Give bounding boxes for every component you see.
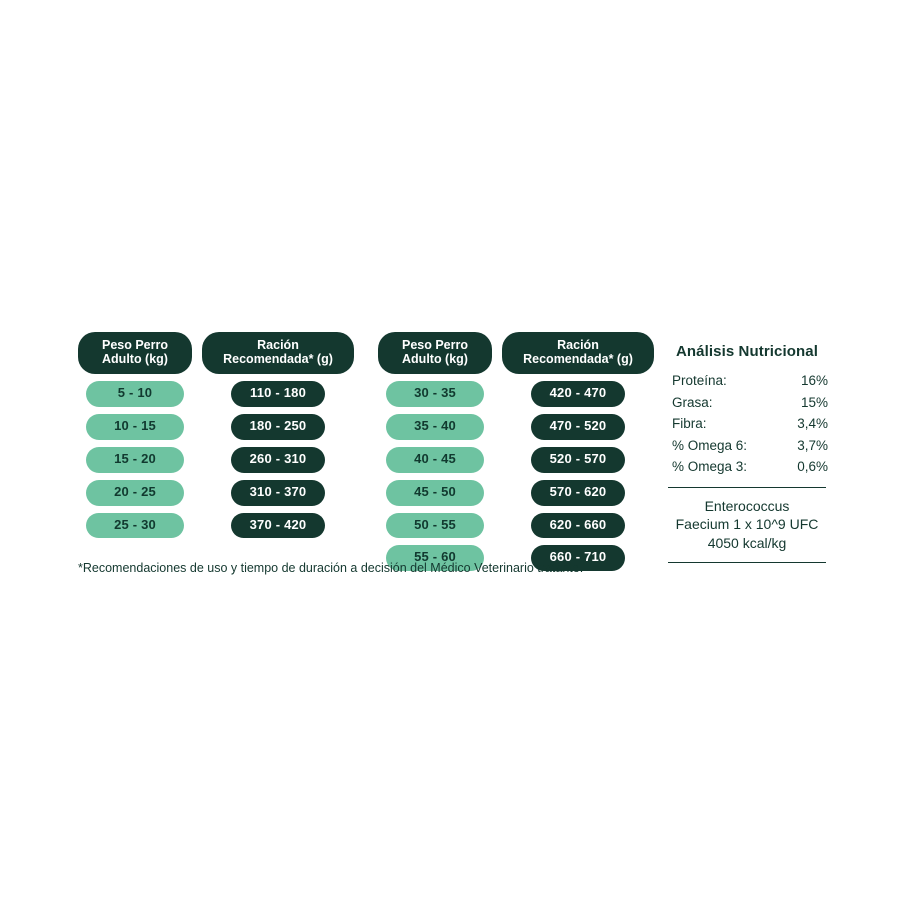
table-1-ration-column [202,332,354,538]
table-row: 180 - 250 [231,414,325,440]
nutrition-panel [664,343,830,572]
table-1-weight-header-line1: Peso Perro [101,338,168,352]
table-row: 45 - 50 [386,480,484,506]
table-1-ration-header [202,332,354,374]
table-row: 30 - 35 [386,381,484,407]
divider-top [668,487,826,488]
table-1-ration-header-line1: Ración [257,338,299,352]
nutrition-value: 3,7% [797,437,828,453]
nutrition-label: % Omega 6: [672,437,748,453]
table-2-weight-header [378,332,492,374]
nutrition-row [664,370,830,392]
nutrition-value: 15% [800,394,828,410]
table-2-weight-header-line1: Peso Perro [401,338,468,352]
nutrition-value: 3,4% [797,416,828,431]
nutrition-label: Proteína: [672,373,727,388]
table-2-ration-header [502,332,654,374]
nutrition-value: 16% [800,373,828,388]
nutrition-value: 0,6% [797,459,828,474]
nutrition-row [664,456,830,478]
nutrition-label: Fibra: [672,416,707,431]
table-2-ration-header-line1: Ración [557,338,599,352]
table-1-weight-column [78,332,192,538]
table-row: 260 - 310 [231,447,325,473]
nutrition-extra-line1: Enterococcus [704,497,790,514]
nutrition-row [664,392,830,414]
table-row: 25 - 30 [86,513,184,539]
table-row: 470 - 520 [531,414,625,440]
table-row: 110 - 180 [231,381,325,407]
table-1-ration-header-line2: Recomendada* (g) [223,352,333,367]
table-row: 10 - 15 [86,414,184,440]
feeding-tables [78,332,654,571]
table-row: 420 - 470 [531,381,625,407]
table-row: 5 - 10 [86,381,184,407]
table-row: 35 - 40 [386,414,484,440]
table-2-ration-header-line2: Recomendada* (g) [523,352,633,367]
nutrition-extra-line3: 4050 kcal/kg [707,535,787,552]
table-row: 520 - 570 [531,447,625,473]
footnote-text: *Recomendaciones de uso y tiempo de duración a decisión del Médico Veterinario tratante. [78,561,584,575]
table-2-ration-column [502,332,654,571]
table-row: 55 - 60 [386,545,484,571]
nutrition-extra [664,497,830,554]
table-row: 15 - 20 [86,447,184,473]
table-row: 310 - 370 [231,480,325,506]
nutrition-label: % Omega 3: [672,459,748,474]
table-row: 570 - 620 [531,480,625,506]
table-row: 660 - 710 [531,545,625,571]
table-row: 620 - 660 [531,513,625,539]
table-row: 50 - 55 [386,513,484,539]
nutrition-extra-line2: Faecium 1 x 10^9 UFC [675,516,819,533]
table-row: 370 - 420 [231,513,325,539]
table-2-weight-column [378,332,492,571]
table-row: 40 - 45 [386,447,484,473]
nutrition-title: Análisis Nutricional [675,343,819,360]
nutrition-row [664,413,830,435]
nutrition-row [664,435,830,457]
nutrition-label: Grasa: [672,394,713,410]
table-1-weight-header [78,332,192,374]
table-2-weight-header-line2: Adulto (kg) [402,352,468,367]
divider-bottom [668,562,826,563]
table-row: 20 - 25 [86,480,184,506]
table-1-weight-header-line2: Adulto (kg) [102,352,168,367]
